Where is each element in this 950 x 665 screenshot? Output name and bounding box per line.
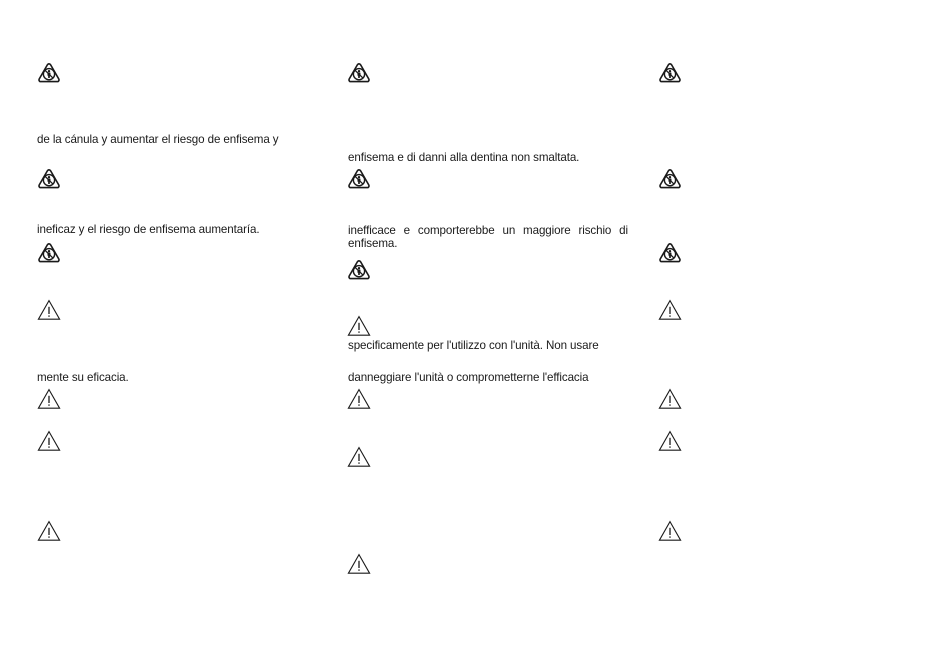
- warning-triangle-icon: [37, 388, 61, 410]
- warning-triangle-icon: [347, 388, 371, 410]
- pregnancy-warning-icon: [347, 62, 371, 84]
- body-text: mente su eficacia.: [37, 371, 129, 384]
- warning-triangle-icon: [37, 430, 61, 452]
- body-text: specificamente per l'utilizzo con l'unità. Non usare: [348, 339, 599, 352]
- pregnancy-warning-icon: [658, 168, 682, 190]
- warning-triangle-icon: [347, 446, 371, 468]
- pregnancy-warning-icon: [658, 242, 682, 264]
- body-text: ineficaz y el riesgo de enfisema aumentaría.: [37, 223, 260, 236]
- warning-triangle-icon: [347, 315, 371, 337]
- body-text: inefficace e comporterebbe un maggiore rischio di enfisema.: [348, 224, 628, 250]
- warning-triangle-icon: [347, 553, 371, 575]
- pregnancy-warning-icon: [658, 62, 682, 84]
- body-text: enfisema e di danni alla dentina non smaltata.: [348, 151, 580, 164]
- warning-triangle-icon: [658, 388, 682, 410]
- warning-triangle-icon: [37, 299, 61, 321]
- pregnancy-warning-icon: [37, 62, 61, 84]
- pregnancy-warning-icon: [37, 242, 61, 264]
- warning-triangle-icon: [658, 520, 682, 542]
- body-text: danneggiare l'unità o comprometterne l'efficacia: [348, 371, 589, 384]
- pregnancy-warning-icon: [347, 259, 371, 281]
- warning-triangle-icon: [37, 520, 61, 542]
- warning-triangle-icon: [658, 430, 682, 452]
- warning-triangle-icon: [658, 299, 682, 321]
- pregnancy-warning-icon: [37, 168, 61, 190]
- body-text: de la cánula y aumentar el riesgo de enfisema y: [37, 133, 279, 146]
- pregnancy-warning-icon: [347, 168, 371, 190]
